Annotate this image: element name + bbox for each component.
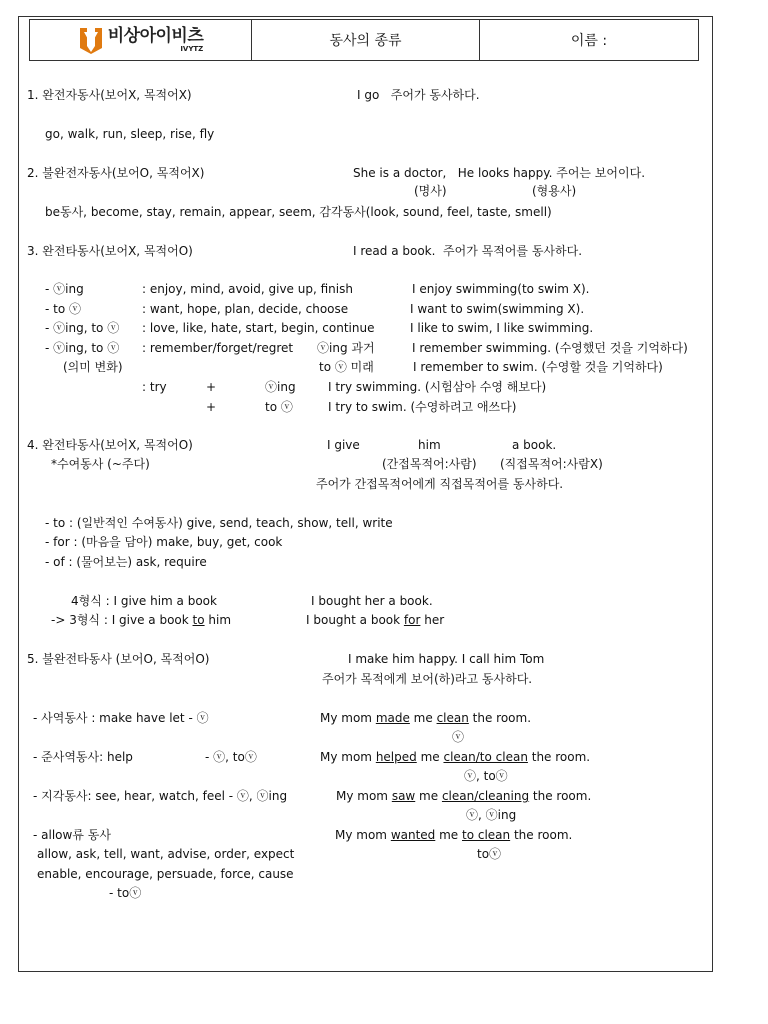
ex-subject: My mom (336, 789, 392, 803)
s3-r1-example: I enjoy swimming(to swim X). (412, 282, 590, 296)
ex-complement: clean/cleaning (441, 789, 530, 803)
s3-r7-example: I try to swim. (수영하려고 애쓰다) (328, 400, 517, 414)
s3-r3-verbs: : love, like, hate, start, begin, continue (142, 321, 375, 335)
s4-of-line: - of : (물어보는) ask, require (45, 555, 207, 569)
s3-r1-verbs: : enjoy, mind, avoid, give up, finish (142, 282, 353, 296)
title-cell (252, 20, 480, 60)
s3-r7-form: to ⓥ (265, 400, 293, 414)
s4-form3-pre: -> 3형식 : I give a book (51, 613, 193, 627)
s2-heading: 2. 불완전자동사(보어O, 목적어X) (27, 166, 205, 180)
s5-semi: - 준사역동사: help (33, 750, 133, 764)
s4-ex-him: him (418, 438, 441, 452)
s2-verbs: be동사, become, stay, remain, appear, seem, 감각동사(look, sound, feel, taste, smell) (45, 205, 552, 219)
s5-perception: - 지각동사: see, hear, watch, feel - ⓥ, ⓥing (33, 789, 288, 803)
s3-r4-form: - ⓥing, to ⓥ (45, 341, 120, 355)
s2-adj-note: (형용사) (532, 184, 577, 198)
s5-causative-mark: ⓥ (452, 730, 465, 744)
s3-example: I read a book. 주어가 목적어를 동사하다. (353, 244, 583, 258)
s3-r6-form: ⓥing (265, 380, 296, 394)
s5-allow-form: - toⓥ (109, 886, 142, 900)
s4-heading: 4. 완전타동사(보어X, 목적어O) (27, 438, 193, 452)
s3-r6-plus: + (206, 380, 217, 394)
s2-noun-note: (명사) (414, 184, 447, 198)
s4-direct: (직접목적어:사람X) (500, 457, 603, 471)
s3-r3-form: - ⓥing, to ⓥ (45, 321, 120, 335)
s5-semi-mark: ⓥ, toⓥ (464, 769, 508, 783)
logo-text: 비상아이비츠 (107, 26, 204, 46)
s3-r5-tense: to ⓥ 미래 (319, 360, 374, 374)
s4-to-line: - to : (일반적인 수여동사) give, send, teach, show, tell, write (45, 516, 393, 530)
s3-r1-form: - ⓥing (45, 282, 84, 296)
s3-r3-example: I like to swim, I like swimming. (410, 321, 594, 335)
ex-subject: My mom (320, 750, 376, 764)
s5-allow-list1: allow, ask, tell, want, advise, order, expect (37, 847, 295, 861)
s4-ex-i: I give (327, 438, 360, 452)
name-label: 이름 : (570, 33, 608, 49)
s3-r6-example: I try swimming. (시험삼아 수영 해보다) (328, 380, 547, 394)
s1-verbs: go, walk, run, sleep, rise, fly (45, 127, 215, 141)
s3-r2-example: I want to swim(swimming X). (410, 302, 585, 316)
s5-allow-example (335, 828, 572, 842)
s3-r4-verbs: : remember/forget/regret (142, 341, 294, 355)
s2-example: She is a doctor, He looks happy. 주어는 보어이다. (353, 166, 646, 180)
ex-object: me (435, 828, 462, 842)
ex-object: me (409, 711, 437, 725)
worksheet-title: 동사의 종류 (329, 33, 402, 49)
s4-indirect: (간접목적어:사람) (382, 457, 477, 471)
s5-allow-mark: toⓥ (477, 847, 502, 861)
s5-semi-form: - ⓥ, toⓥ (205, 750, 257, 764)
s4-meaning: 주어가 간접목적어에게 직접목적어를 동사하다. (316, 477, 564, 491)
ex-tail: the room. (510, 828, 573, 842)
s3-r2-form: - to ⓥ (45, 302, 82, 316)
s4-form4: 4형식 : I give him a book (71, 594, 217, 608)
s3-r5-note: (의미 변화) (63, 360, 123, 374)
s3-heading: 3. 완전타동사(보어X, 목적어O) (27, 244, 193, 258)
s3-r4-example: I remember swimming. (수영했던 것을 기억하다) (412, 341, 688, 355)
s1-heading: 1. 완전자동사(보어X, 목적어X) (27, 88, 192, 102)
s3-r6-try: : try (142, 380, 167, 394)
s5-causative-example (320, 711, 531, 725)
ex-verb: helped (375, 750, 417, 764)
s5-perception-example (336, 789, 591, 803)
ex-tail: the room. (527, 750, 591, 764)
ex-tail: the room. (468, 711, 532, 725)
s4-for-line: - for : (마음을 담아) make, buy, get, cook (45, 535, 283, 549)
ex-complement: clean (436, 711, 469, 725)
ex-tail: the room. (529, 789, 592, 803)
s4-form3-prep: to (192, 613, 205, 627)
s4-form3-ex-pre: I bought a book (306, 613, 404, 627)
s3-r4-tense: ⓥing 과거 (317, 341, 375, 355)
ex-verb: made (375, 711, 410, 725)
s5-causative: - 사역동사 : make have let - ⓥ (33, 711, 209, 725)
s4-form3-post: him (204, 613, 232, 627)
s4-form3 (51, 613, 231, 627)
ex-object: me (416, 750, 444, 764)
s1-example: I go 주어가 동사하다. (357, 88, 480, 102)
s5-allow: - allow류 동사 (33, 828, 111, 842)
brand-logo (78, 26, 204, 54)
s4-form3-ex-prep: for (403, 613, 421, 627)
s5-meaning: 주어가 목적에게 보어(하)라고 동사하다. (322, 672, 533, 686)
s4-form3-example (306, 613, 444, 627)
header-table (29, 19, 699, 61)
s5-allow-list2: enable, encourage, persuade, force, cause (37, 867, 294, 881)
s4-sub: *수여동사 (~주다) (51, 457, 150, 471)
ex-complement: to clean (462, 828, 511, 842)
logo-cell (30, 20, 252, 60)
s3-r2-verbs: : want, hope, plan, decide, choose (142, 302, 349, 316)
s5-semi-example (320, 750, 590, 764)
ex-verb: saw (391, 789, 416, 803)
ex-subject: My mom (335, 828, 391, 842)
name-cell (480, 20, 698, 60)
s5-perception-mark: ⓥ, ⓥing (466, 808, 517, 822)
s5-heading: 5. 불완전타동사 (보어O, 목적어O) (27, 652, 210, 666)
s4-ex-book: a book. (512, 438, 557, 452)
ex-complement: clean/to clean (443, 750, 528, 764)
ex-subject: My mom (320, 711, 376, 725)
ex-verb: wanted (390, 828, 436, 842)
s3-r7-plus: + (206, 400, 217, 414)
s4-form4-example: I bought her a book. (311, 594, 433, 608)
ex-object: me (415, 789, 442, 803)
s5-example: I make him happy. I call him Tom (348, 652, 545, 666)
s3-r5-example: I remember to swim. (수영할 것을 기억하다) (413, 360, 663, 374)
ivytz-emblem-icon (78, 26, 104, 54)
logo-subtext: IVYTZ (180, 45, 204, 53)
s4-form3-ex-post: her (420, 613, 445, 627)
